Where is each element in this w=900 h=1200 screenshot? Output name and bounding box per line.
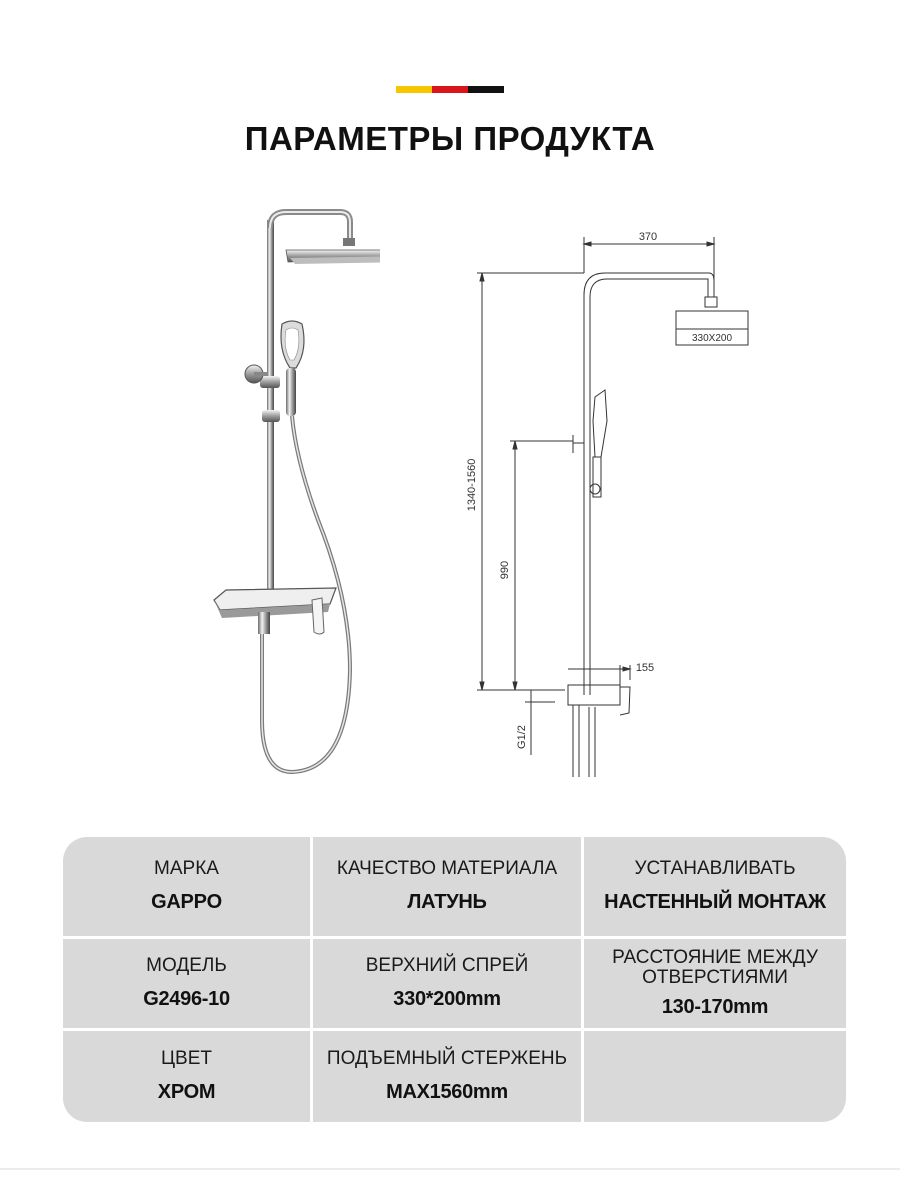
flag-red [432,86,468,93]
spec-value: GAPPO [151,891,222,913]
thread-label: G1/2 [516,725,528,749]
spec-label-line1: РАССТОЯНИЕ МЕЖДУ [612,947,818,968]
dim-width-label: 370 [638,231,658,243]
spec-value: ЛАТУНЬ [407,891,487,913]
spec-value: НАСТЕННЫЙ МОНТАЖ [604,891,826,913]
spec-value: G2496-10 [143,988,230,1010]
spec-value: 330*200mm [393,988,501,1010]
spec-cell-model [63,939,313,1031]
spec-cell-top-spray [313,939,584,1031]
dim-mixer-label: 990 [499,560,511,580]
spec-label-line2: ОТВЕРСТИЯМИ [642,967,788,988]
spec-value: 130-170mm [661,996,769,1018]
spec-label: ВЕРХНИЙ СПРЕЙ [365,955,529,976]
spec-label: МОДЕЛЬ [146,955,227,976]
spec-label: ПОДЪЕМНЫЙ СТЕРЖЕНЬ [326,1048,568,1069]
spec-label: УСТАНАВЛИВАТЬ [634,858,796,879]
spec-cell-lift-rod [313,1031,584,1122]
shower-product-image [200,200,380,790]
flag-black [468,86,504,93]
flag-yellow [396,86,432,93]
spec-cell-brand [63,837,313,939]
spec-table [63,837,846,1122]
spec-cell-material [313,837,584,939]
spec-value: ХРОМ [157,1081,216,1103]
dimension-drawing [455,225,755,790]
spec-cell-hole-distance [584,939,846,1031]
spec-cell-color [63,1031,313,1122]
spec-value: MAX1560mm [386,1081,508,1103]
divider [0,1168,900,1170]
spec-label: ЦВЕТ [160,1048,212,1069]
flag-stripe [396,86,504,93]
dim-depth-label: 155 [635,662,655,674]
spec-cell-install [584,837,846,939]
head-size-label: 330X200 [691,333,733,344]
spec-label: МАРКА [154,858,219,879]
dim-height-label: 1340-1560 [466,458,478,512]
page-title: ПАРАМЕТРЫ ПРОДУКТА [244,120,656,157]
spec-label: КАЧЕСТВО МАТЕРИАЛА [336,858,558,879]
spec-cell-empty [584,1031,846,1122]
